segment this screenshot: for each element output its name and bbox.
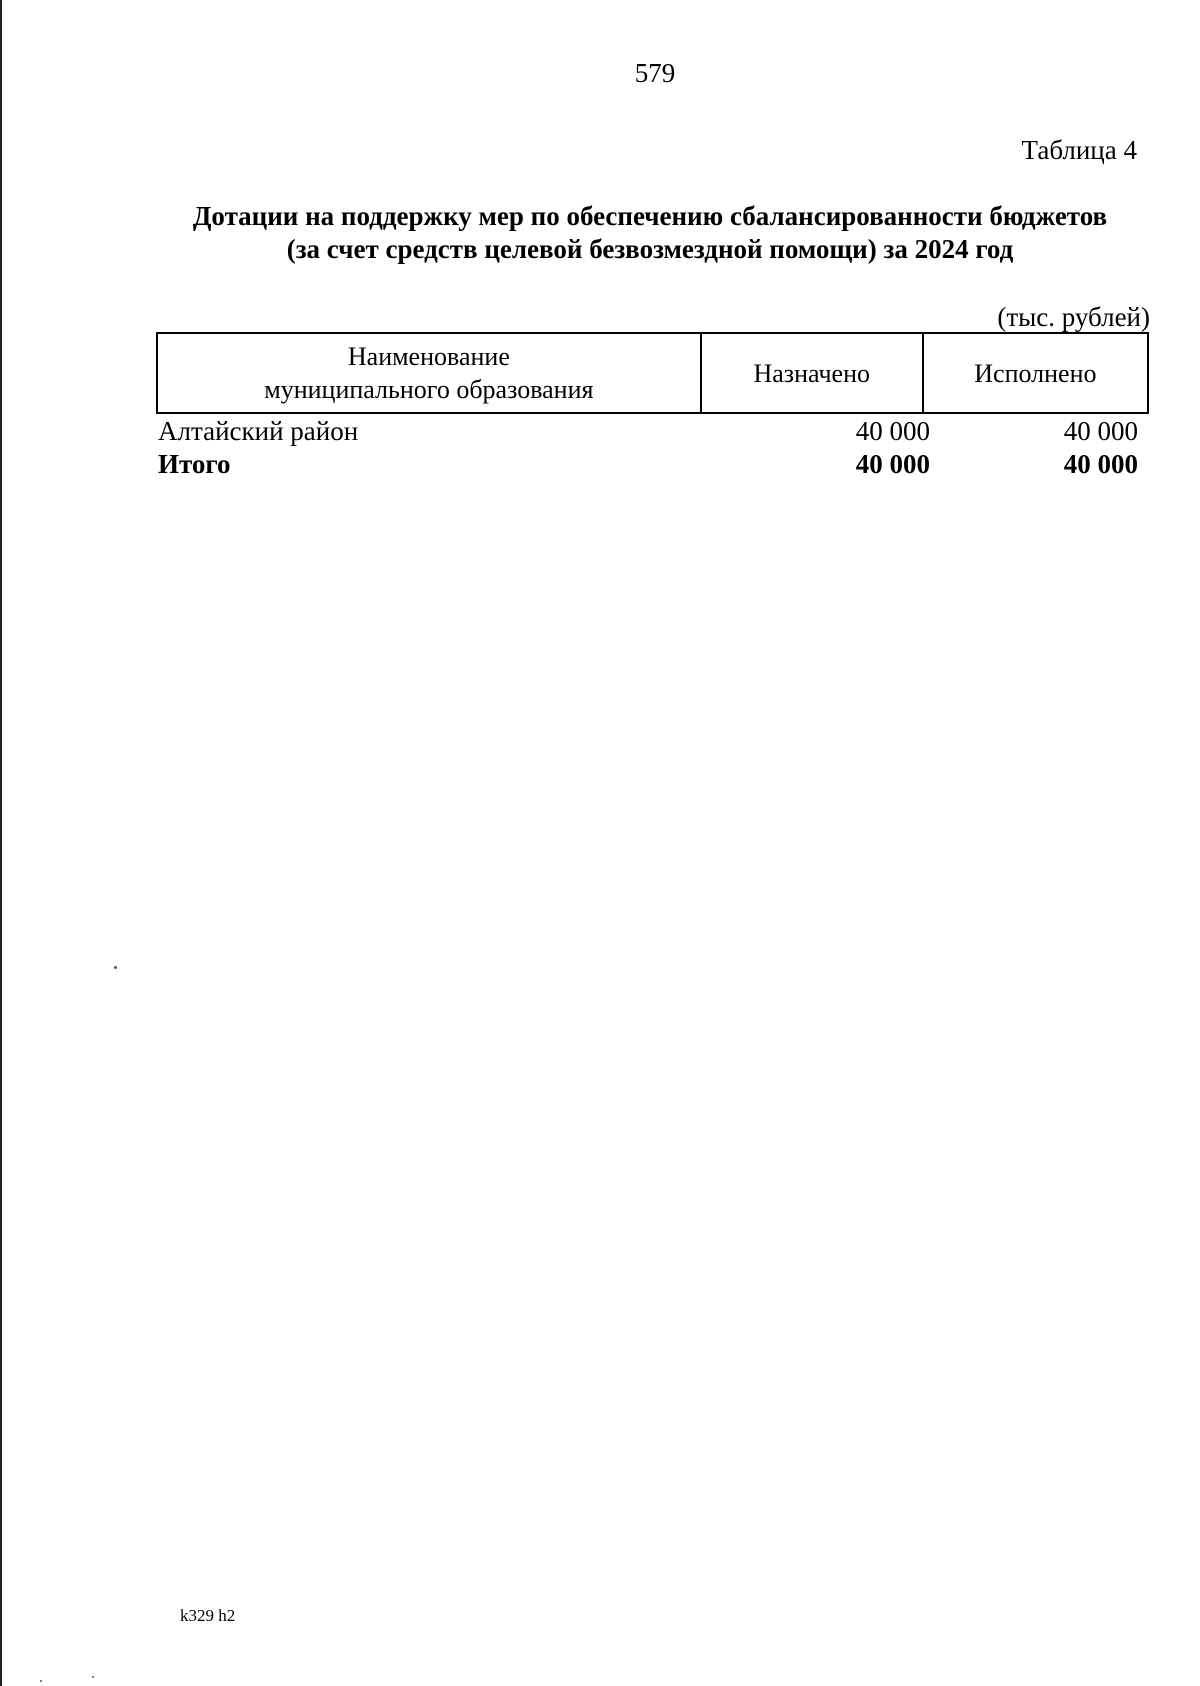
row-executed-value: 40 000 bbox=[1063, 416, 1138, 446]
scan-speck bbox=[92, 1676, 94, 1678]
page-number: 579 bbox=[634, 58, 676, 88]
document-title bbox=[150, 200, 1150, 266]
total-assigned-value: 40 000 bbox=[855, 449, 930, 479]
header-assigned: Назначено bbox=[701, 333, 923, 413]
header-municipality-line-1: Наименование bbox=[347, 342, 510, 371]
scan-speck bbox=[114, 966, 117, 969]
row-municipality-name: Алтайский район bbox=[158, 416, 359, 446]
header-municipality bbox=[157, 333, 701, 413]
scan-speck bbox=[40, 1680, 42, 1682]
table-label: Таблица 4 bbox=[1021, 135, 1137, 165]
title-line-2: (за счет средств целевой безвозмездной помощи) за 2024 год bbox=[286, 234, 1014, 264]
table-row bbox=[158, 416, 1138, 448]
footer-code: k329 h2 bbox=[180, 1606, 236, 1625]
budget-table-header bbox=[156, 332, 1149, 414]
header-row bbox=[157, 333, 1148, 413]
scan-left-border bbox=[0, 0, 2, 1686]
header-executed: Исполнено bbox=[923, 333, 1148, 413]
total-label: Итого bbox=[158, 449, 231, 479]
header-municipality-line-2: муниципального образования bbox=[264, 375, 594, 404]
units-note: (тыс. рублей) bbox=[997, 302, 1150, 332]
title-line-1: Дотации на поддержку мер по обеспечению сбалансированности бюджетов bbox=[192, 201, 1108, 231]
total-row bbox=[158, 449, 1138, 481]
row-assigned-value: 40 000 bbox=[855, 416, 930, 446]
total-executed-value: 40 000 bbox=[1063, 449, 1138, 479]
